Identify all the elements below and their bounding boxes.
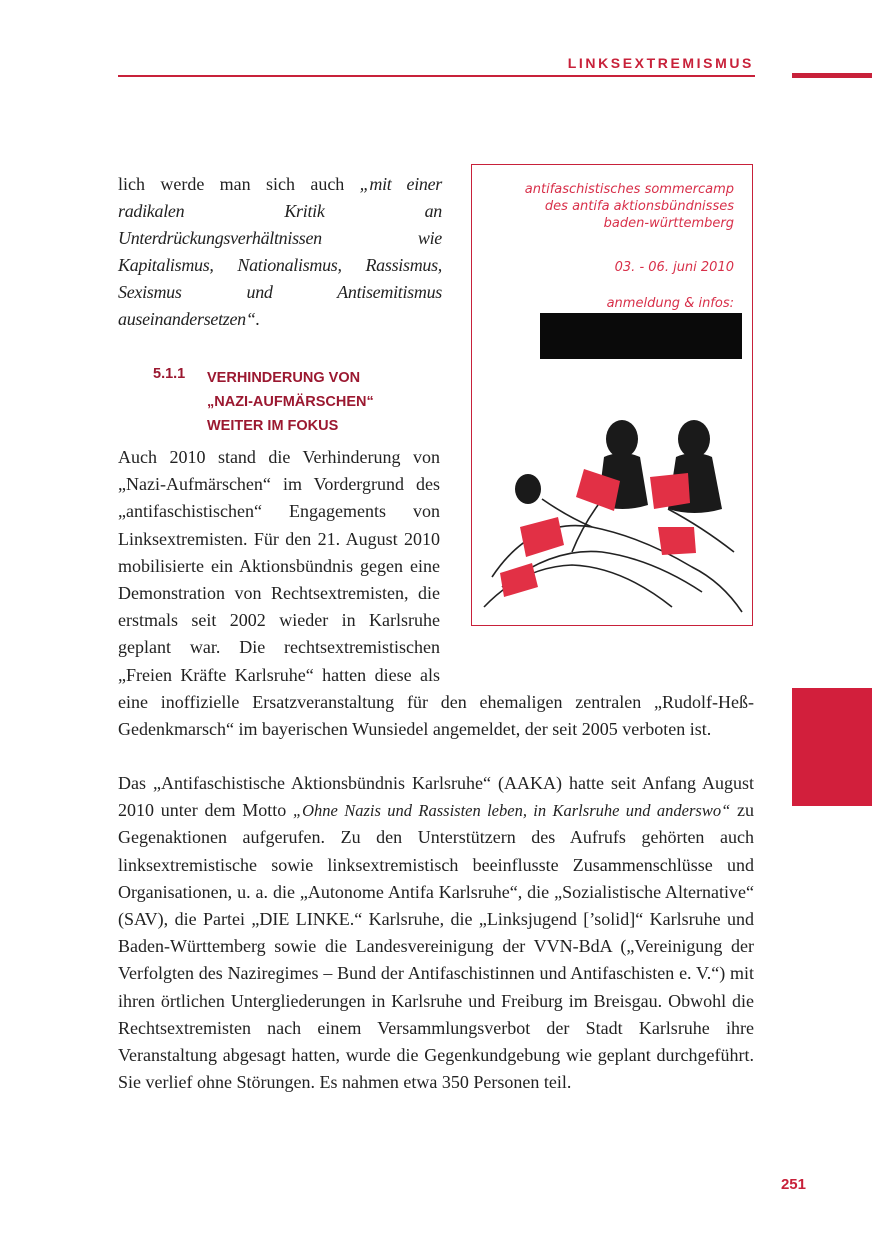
header-rule-accent — [792, 73, 872, 78]
poster-title: antifaschistisches sommercamp des antifa aktionsbündnisses baden-württemberg — [524, 182, 734, 231]
section-title-line: WEITER IM FOKUS — [207, 418, 339, 434]
paragraph-2-part-1: Das „Antifaschistische Aktionsbündnis Karlsruhe“ (AAKA) hatte seit Anfang August 2010 unter dem Motto — [118, 773, 754, 821]
body-paragraph-2 — [118, 770, 754, 1096]
body-paragraph-1-text: Auch 2010 stand die Verhinderung von „Nazi-Aufmärschen“ im Vordergrund des „antifaschistischen“ Engagements von Linksextremisten. Für den 21. August 2010 mobilisierte ein Aktionsbündnis gegen eine Demonstration von Rechtsextremisten, die erstmals seit 2002 wieder in Karlsruhe geplant war. Die rechtsextremistischen „Freien Kräfte Karlsruhe“ hatten diese als eine inoffizielle Ersatzveranstaltung für den ehemaligen zentralen „Rudolf-Heß-Gedenkmarsch“ im bayerischen Wunsiedel angemeldet, der seit 2005 verboten ist. — [118, 447, 754, 740]
intro-quote: „mit einer radikalen Kritik an Unterdrückungsverhältnissen wie Kapitalismus, Nationalismus, Rassismus, Sexismus und Antisemitismus auseinandersetzen“. — [118, 174, 442, 329]
intro-text: lich werde man sich auch — [118, 174, 360, 194]
reading-figures-illustration — [472, 377, 753, 626]
section-title — [207, 366, 447, 438]
section-title-line: VERHINDERUNG VON — [207, 370, 361, 386]
header-rule — [118, 75, 755, 77]
sommercamp-poster-image — [471, 164, 753, 626]
chapter-side-tab — [792, 688, 872, 806]
page-number: 251 — [780, 1176, 806, 1193]
section-title-line: „NAZI-AUFMÄRSCHEN“ — [207, 394, 374, 410]
redaction-bar — [540, 313, 742, 359]
section-number: 5.1.1 — [153, 366, 186, 382]
poster-date: 03. - 06. juni 2010 — [614, 260, 734, 275]
paragraph-2-part-2: zu Gegenaktionen aufgerufen. Zu den Unterstützern des Aufrufs gehörten auch linksextremistische sowie linksextremistisch beeinflusste Zusammenschlüsse und Organisationen, u. a. die „Autonome Antifa Karlsruhe“, die „Sozialistische Alternative“ (SAV), die Partei „DIE LINKE.“ Karlsruhe, die „Linksjugend [’solid]“ Karlsruhe und Baden-Württemberg sowie die Landesvereinigung der VVN-BdA („Vereinigung der Verfolgten des Naziregimes – Bund der Antifaschistinnen und Antifaschisten e. V.“) mit ihren örtlichen Untergliederungen in Karlsruhe und Freiburg im Breisgau. Obwohl die Rechtsextremisten nach einem Versammlungsverbot der Stadt Karlsruhe ihre Veranstaltung abgesagt hatten, wurde die Gegenkundgebung wie geplant durchgeführt. Sie verlief ohne Störungen. Es nahmen etwa 350 Personen teil. — [118, 800, 754, 1093]
motto-quote: „Ohne Nazis und Rassisten leben, in Karlsruhe und anderswo“ — [292, 801, 731, 821]
intro-paragraph — [118, 171, 442, 333]
running-header: LINKSEXTREMISMUS — [567, 55, 754, 71]
poster-info: anmeldung & infos: — [606, 296, 734, 311]
